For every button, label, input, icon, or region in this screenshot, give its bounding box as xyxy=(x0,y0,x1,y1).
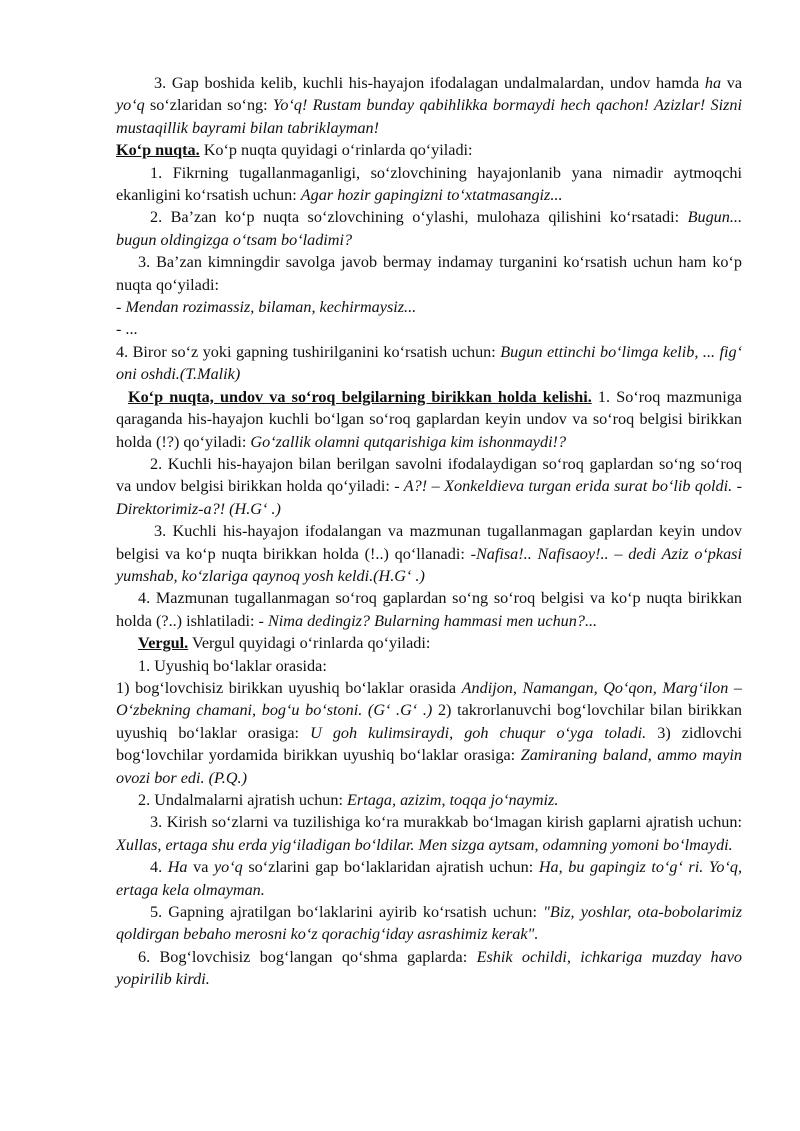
birikkan-rule-2 xyxy=(116,453,742,520)
example-text: U goh kulimsiraydi, goh chuqur o‘yga toladi. xyxy=(310,723,647,742)
example-text: -Nafisa!.. Nafisaoy!.. – dedi Aziz o‘pkasi yumshab, ko‘zlariga qaynoq yosh keldi.(H.G‘ .) xyxy=(116,544,742,585)
kop-nuqta-rule-2 xyxy=(116,206,742,251)
text: va xyxy=(187,858,214,877)
text: 6. Bog‘lovchisiz bog‘langan qo‘shma gaplarda: xyxy=(138,947,477,966)
example-text: "Biz, yoshlar, ota-bobolarimiz qoldirgan bebaho merosni ko‘z qorachig‘iday asrashimiz kerak". xyxy=(116,903,743,944)
example-text: Agar hozir gapingizni to‘xtatmasangiz... xyxy=(300,186,563,205)
vergul-rule-3 xyxy=(116,811,742,856)
text: 3) zidlovchi bog‘lovchilar yordamida birikkan uyushiq bo‘laklar orasiga: xyxy=(116,723,742,765)
text: 2) takrorlanuvchi bog‘lovchilar bilan birikkan uyushiq bo‘laklar orasiga: xyxy=(116,701,742,742)
example-text: - A?! – Xonkeldieva turgan erida surat bo‘lib qoldi. - Direktorimiz-a?! (H.G‘ .) xyxy=(116,477,743,518)
kop-nuqta-rule-1 xyxy=(116,162,742,207)
kop-nuqta-rule-3 xyxy=(116,251,742,296)
document-page xyxy=(116,72,742,991)
text: 4. xyxy=(150,858,168,877)
example-text: Zamiraning baland, ammo mayin ovozi bor edi. (P.Q.) xyxy=(116,746,742,787)
example-text: Bugun... bugun oldingizga o‘tsam bo‘ladimi? xyxy=(116,208,742,249)
example-text: Ertaga, azizim, toqqa jo‘naymiz. xyxy=(347,791,559,809)
text: 4. Mazmunan tugallanmagan so‘roq gaplardan so‘ng so‘roq belgisi va ko‘p nuqta birikkan holda (?..) ishlatiladi: xyxy=(116,589,742,630)
example-text: Yo‘q! Rustam bunday qabihlikka bormaydi hech qachon! Azizlar! Sizni mustaqillik bayrami bilan tabriklayman! xyxy=(116,96,742,137)
italic-word: Ha xyxy=(167,858,188,877)
text: 1. So‘roq mazmuniga qaraganda his-hayajon kuchli bo‘lgan so‘roq gaplardan keyin undov va so‘roq belgisi birikkan holda (!?) qo‘yiladi: xyxy=(116,387,742,451)
text: 4. Biror so‘z yoki gapning tushirilganini ko‘rsatish uchun: xyxy=(116,342,501,361)
text: so‘zlaridan so‘ng: xyxy=(144,96,273,115)
example-text: - Nima dedingiz? Bularning hammasi men uchun?... xyxy=(258,611,598,630)
section-heading: Ko‘p nuqta, undov va so‘roq belgilarning birikkan holda kelishi. xyxy=(128,387,592,406)
text: 3. Kirish so‘zlarni va tuzilishiga ko‘ra murakkab bo‘lmagan kirish gaplarni ajratish uchun: xyxy=(150,813,742,832)
vergul-rule-6 xyxy=(116,946,742,991)
italic-word: yo‘q xyxy=(214,858,243,877)
italic-word: ha xyxy=(704,74,722,92)
text: Vergul quyidagi o‘rinlarda qo‘yiladi: xyxy=(188,634,431,653)
paragraph-undov-3 xyxy=(116,72,742,139)
dialog-line-2 xyxy=(116,318,742,340)
italic-word: yo‘q xyxy=(116,96,145,115)
birikkan-rule-4 xyxy=(116,587,742,632)
vergul-rule-2 xyxy=(116,789,742,811)
text: Ko‘p nuqta quyidagi o‘rinlarda qo‘yiladi: xyxy=(199,141,473,160)
text: 3. Kuchli his-hayajon ifodalangan va mazmunan tugallanmagan gaplardan keyin undov belgisi va ko‘p nuqta birikkan holda (!..) qo‘llanadi: xyxy=(116,522,742,563)
text: 3. Gap boshida kelib, kuchli his-hayajon ifodalagan undalmalardan, undov hamda xyxy=(154,74,705,92)
dialog-line-1 xyxy=(116,296,742,318)
example-text: Xullas, ertaga shu erda yig‘iladigan bo‘ldilar. Men sizga aytsam, odamning yomoni bo‘lmaydi. xyxy=(116,835,733,854)
vergul-rule-1-subrules xyxy=(116,677,742,789)
vergul-heading-line xyxy=(116,632,742,654)
vergul-rule-5 xyxy=(116,901,742,946)
birikkan-rule-3 xyxy=(116,520,742,587)
example-text: Mendan rozimassiz, bilaman, kechirmaysiz... xyxy=(125,298,417,317)
example-text: Go‘zallik olamni qutqarishiga kim ishonmaydi!? xyxy=(250,432,567,451)
section-heading: Vergul. xyxy=(138,634,189,653)
example-text: Eshik ochildi, ichkariga muzday havo yopirilib kirdi. xyxy=(116,947,742,989)
text: 1. Fikrning tugallanmaganligi, so‘zlovchining hayajonlanib yana nimadir aytmoqchi ekanligini ko‘rsatish uchun: xyxy=(116,163,742,205)
kop-nuqta-rule-4 xyxy=(116,341,742,386)
example-text: Andijon, Namangan, Qo‘qon, Marg‘ilon – O‘zbekning chamani, bog‘u bo‘stoni. (G‘ .G‘ .) xyxy=(116,678,742,720)
example-text: Ha, bu gapingiz to‘g‘ ri. Yo‘q, ertaga kela olmayman. xyxy=(116,858,742,899)
text: va xyxy=(721,74,743,92)
text: so‘zlarini gap bo‘laklaridan ajratish uchun: xyxy=(242,858,539,877)
text: 3. Ba’zan kimningdir savolga javob bermay indamay turganini ko‘rsatish uchun ham ko‘p nuqta qo‘yiladi: xyxy=(116,253,742,294)
text: - xyxy=(116,298,126,317)
text: 2. Undalmalarni ajratish uchun: xyxy=(138,791,348,809)
example-text: Bugun ettinchi bo‘limga kelib, ... fig‘ oni oshdi.(T.Malik) xyxy=(116,342,742,384)
kop-nuqta-heading-line xyxy=(116,139,742,161)
text: 5. Gapning ajratilgan bo‘laklarini ayirib ko‘rsatish uchun: xyxy=(150,903,544,922)
text: 1. Uyushiq bo‘laklar orasida: xyxy=(138,656,327,675)
birikkan-rule-1 xyxy=(116,386,742,453)
text: 2. Kuchli his-hayajon bilan berilgan savolni ifodalaydigan so‘roq gaplardan so‘ng so‘roq va undov belgisi birikkan holda qo‘yiladi: xyxy=(116,454,742,496)
text: - ... xyxy=(116,320,138,339)
vergul-rule-1 xyxy=(116,655,742,677)
vergul-rule-4 xyxy=(116,856,742,901)
text: 1) bog‘lovchisiz birikkan uyushiq bo‘laklar orasida xyxy=(116,678,462,697)
text: 2. Ba’zan ko‘p nuqta so‘zlovchining o‘ylashi, mulohaza qilishini ko‘rsatadi: xyxy=(150,208,688,227)
section-heading: Ko‘p nuqta. xyxy=(116,141,200,160)
